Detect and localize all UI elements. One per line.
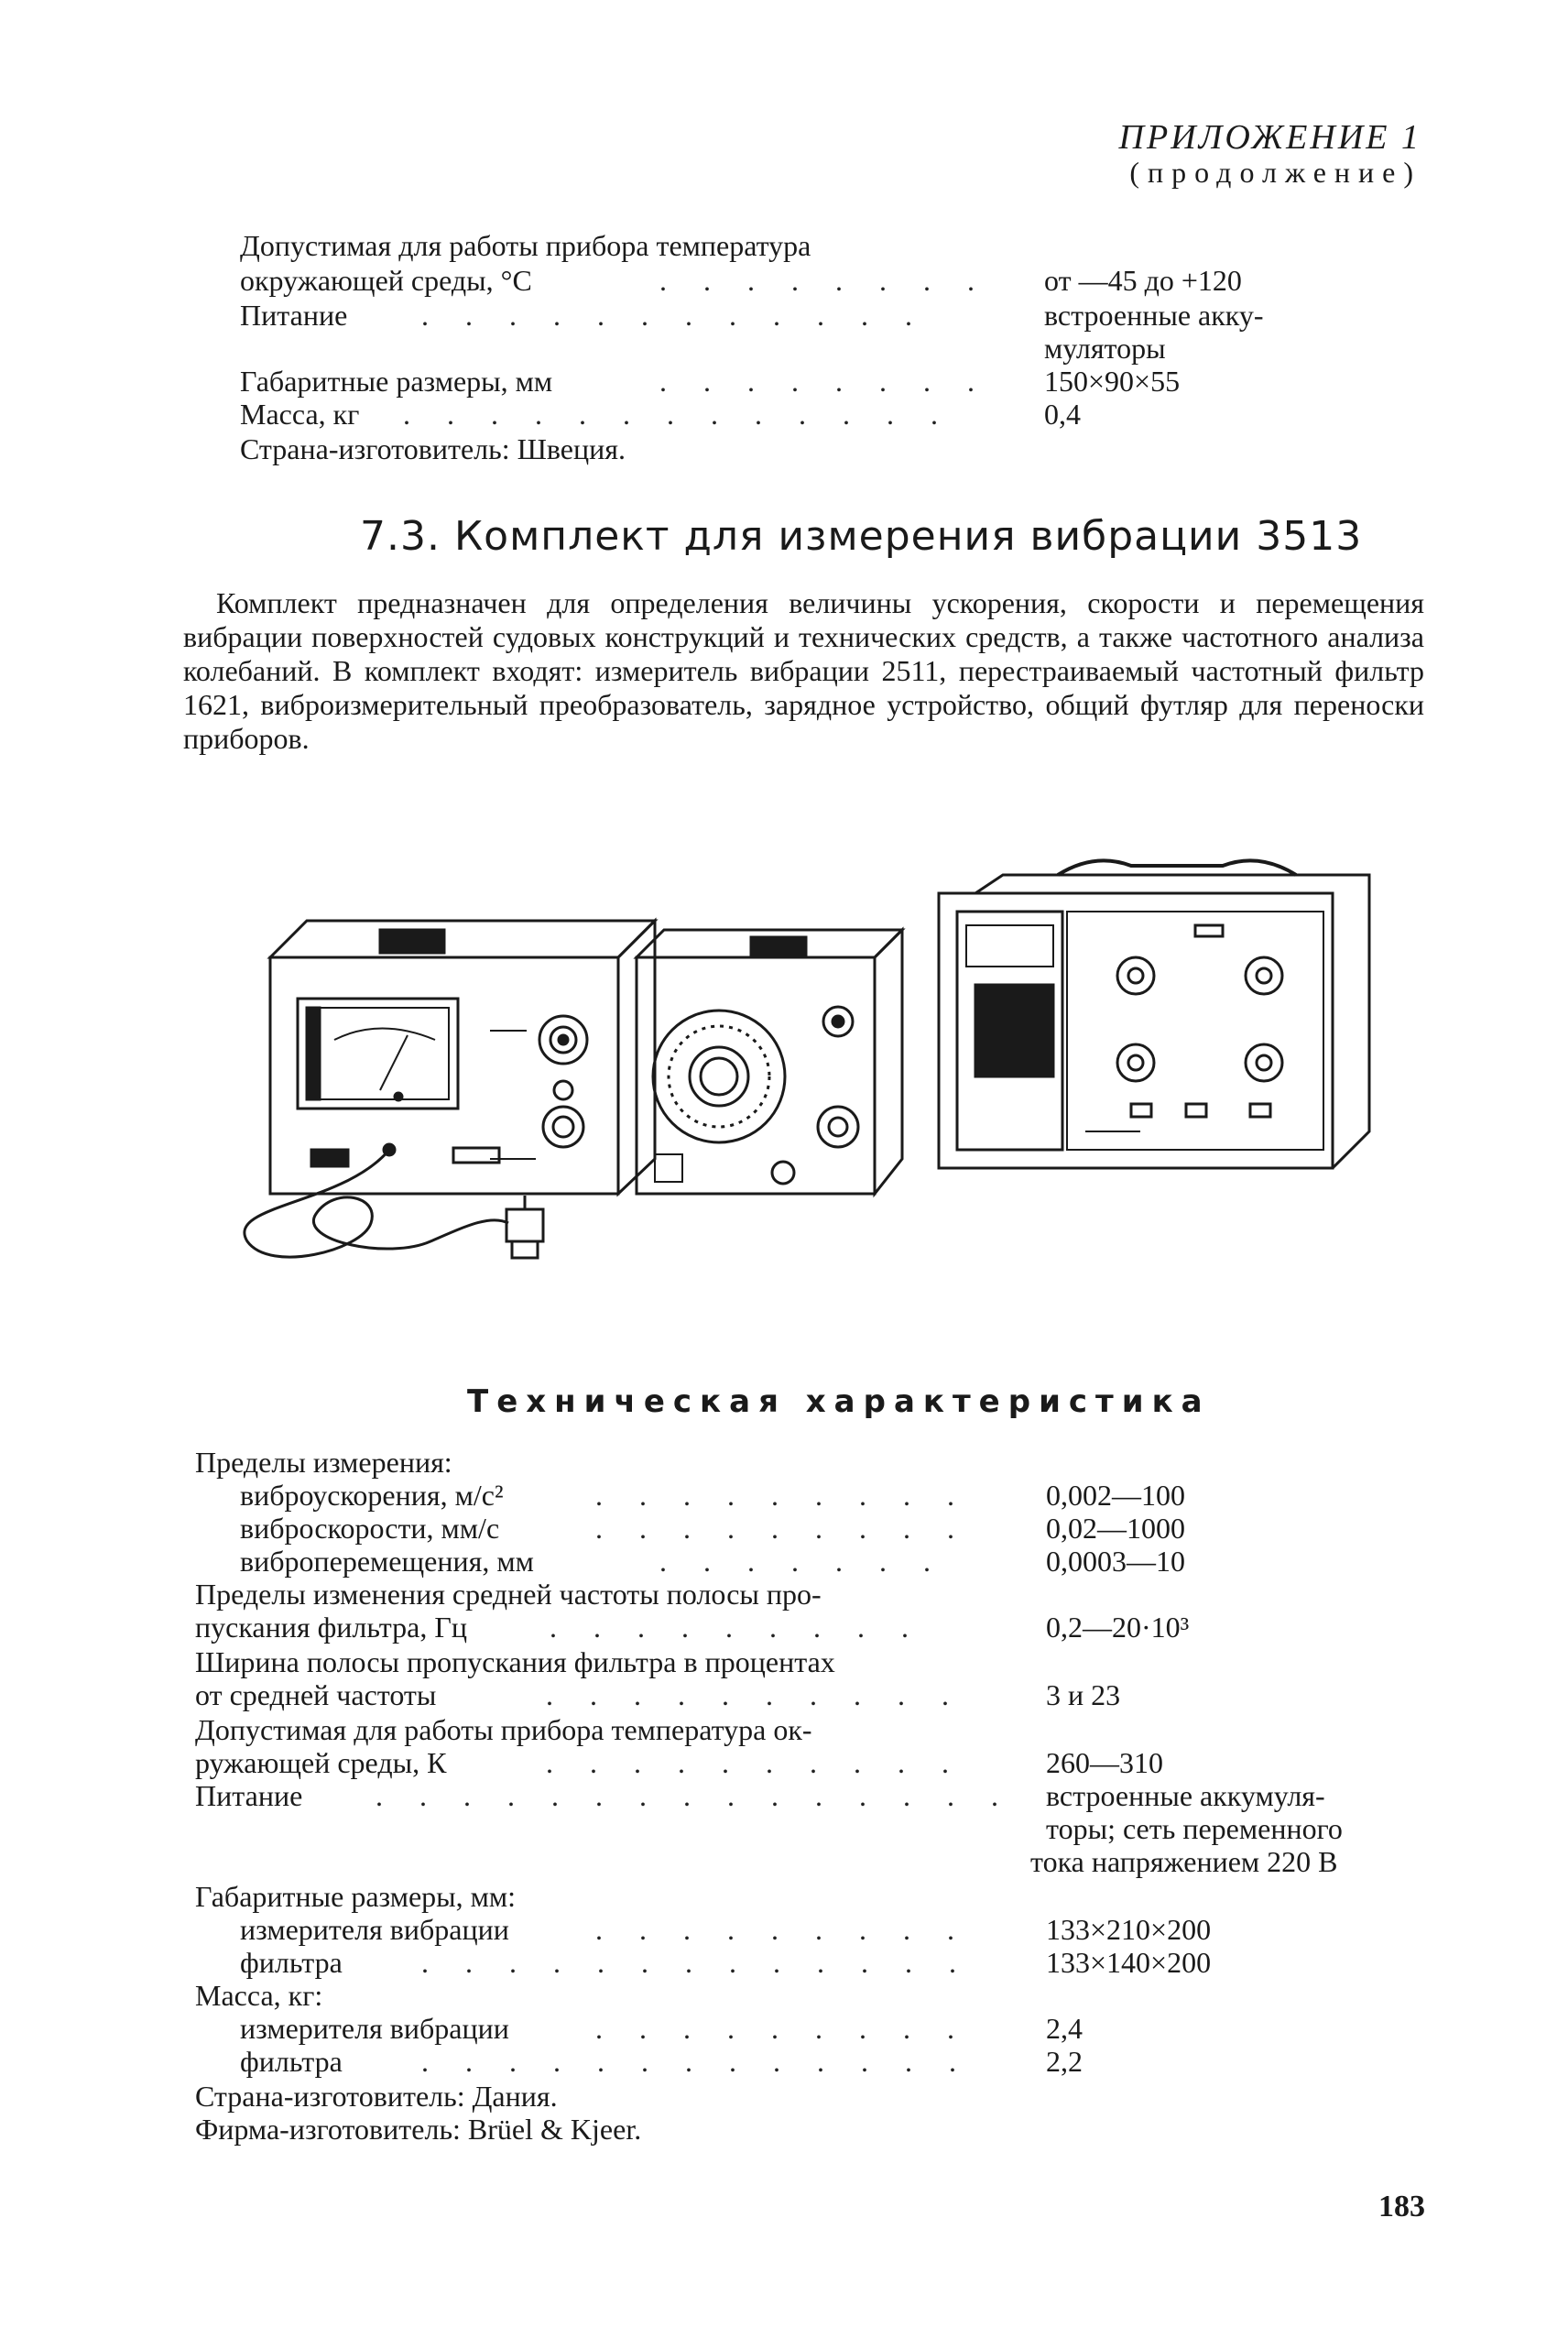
top-temp-line1: Допустимая для работы прибора температура xyxy=(240,229,811,262)
temp-line2: ружающей среды, К xyxy=(195,1746,447,1779)
leader-dots: . . . . . . . . . xyxy=(550,1611,923,1644)
leader-dots: . . . . . . . . . . . . . xyxy=(421,2045,971,2078)
mass-heading: Масса, кг: xyxy=(195,1979,323,2012)
velocity-value: 0,02—1000 xyxy=(1046,1512,1185,1545)
tech-title: Техническая характеристика xyxy=(467,1383,1211,1420)
leader-dots: . . . . . . . xyxy=(659,1545,945,1578)
top-country: Страна-изготовитель: Швеция. xyxy=(240,432,626,465)
bandwidth-line2: от средней частоты xyxy=(195,1678,437,1711)
leader-dots: . . . . . . . . . . . . . xyxy=(421,1946,971,1979)
temp-value: 260—310 xyxy=(1046,1746,1163,1779)
freq-line2: пускания фильтра, Гц xyxy=(195,1611,467,1644)
accel-value: 0,002—100 xyxy=(1046,1479,1185,1512)
leader-dots: . . . . . . . . . xyxy=(595,2012,969,2045)
mass-filter-value: 2,2 xyxy=(1046,2045,1083,2078)
frequency-filter-drawing xyxy=(637,930,902,1194)
power-value-3: тока напряжением 220 В xyxy=(1030,1845,1338,1878)
section-title: 7.3. Комплект для измерения вибрации 3513 xyxy=(360,513,1363,560)
top-power-value-1: встроенные акку- xyxy=(1044,299,1264,332)
leader-dots: . . . . . . . . . xyxy=(595,1479,969,1512)
dims-meter-value: 133×210×200 xyxy=(1046,1913,1212,1946)
firm: Фирма-изготовитель: Brüel & Kjeer. xyxy=(195,2113,642,2146)
leader-dots: . . . . . . . . . . xyxy=(546,1678,964,1711)
country: Страна-изготовитель: Дания. xyxy=(195,2080,558,2113)
dims-filter-label: фильтра xyxy=(240,1946,343,1979)
top-dims-label: Габаритные размеры, мм xyxy=(240,365,553,398)
temp-line1: Допустимая для работы прибора температура ок- xyxy=(195,1713,812,1746)
leader-dots: . . . . . . . . . xyxy=(595,1512,969,1545)
carrying-case-drawing xyxy=(939,860,1369,1168)
top-power-value-2: муляторы xyxy=(1044,332,1166,365)
leader-dots: . . . . . . . . xyxy=(659,365,989,398)
mass-meter-value: 2,4 xyxy=(1046,2012,1083,2045)
top-temp-line2: окружающей среды, °С xyxy=(240,264,532,297)
vibration-meter-drawing xyxy=(270,921,655,1194)
freq-value: 0,2—20·10³ xyxy=(1046,1611,1190,1644)
power-label: Питание xyxy=(195,1779,303,1812)
mass-filter-label: фильтра xyxy=(240,2045,343,2078)
power-value-1: встроенные аккумуля- xyxy=(1046,1779,1325,1812)
leader-dots: . . . . . . . . . . xyxy=(546,1746,964,1779)
top-mass-label: Масса, кг xyxy=(240,398,360,431)
bandwidth-value: 3 и 23 xyxy=(1046,1678,1121,1711)
meas-limits-heading: Пределы измерения: xyxy=(195,1446,452,1479)
leader-dots: . . . . . . . . . . . . xyxy=(421,299,927,332)
freq-line1: Пределы изменения средней частоты полосы про- xyxy=(195,1578,822,1611)
section-paragraph xyxy=(183,586,1424,756)
dims-heading: Габаритные размеры, мм: xyxy=(195,1880,517,1913)
leader-dots: . . . . . . . . xyxy=(659,264,989,297)
equipment-illustration xyxy=(234,857,1378,1296)
dims-filter-value: 133×140×200 xyxy=(1046,1946,1212,1979)
top-dims-value: 150×90×55 xyxy=(1044,365,1181,398)
appendix-continued: (продолжение) xyxy=(1129,156,1421,189)
displacement-label: виброперемещения, мм xyxy=(240,1545,534,1578)
power-value-2: торы; сеть переменного xyxy=(1046,1812,1343,1845)
top-temp-value: от —45 до +120 xyxy=(1044,264,1242,297)
leader-dots: . . . . . . . . . . . . . xyxy=(403,398,953,431)
page-number: 183 xyxy=(1378,2190,1425,2223)
dims-meter-label: измерителя вибрации xyxy=(240,1913,509,1946)
paragraph-text: Комплект предназначен для определения величины ускорения, скорости и перемещения вибрации поверхностей судовых конструкций и технических средств, а также частотного анализа колебаний. В комплект входят: измеритель вибрации 2511, перестраиваемый частотный фильтр 1621, виброизмерительный преобразователь, зарядное устройство, общий футляр для переноски приборов. xyxy=(183,586,1424,755)
leader-dots: . . . . . . . . . xyxy=(595,1913,969,1946)
mass-meter-label: измерителя вибрации xyxy=(240,2012,509,2045)
appendix-title: ПРИЛОЖЕНИЕ 1 xyxy=(1118,118,1421,157)
transducer-cable-drawing xyxy=(245,1150,543,1258)
bandwidth-line1: Ширина полосы пропускания фильтра в процентах xyxy=(195,1645,835,1678)
accel-label: виброускорения, м/с² xyxy=(240,1479,504,1512)
top-power-label: Питание xyxy=(240,299,348,332)
leader-dots: . . . . . . . . . . . . . . . xyxy=(376,1779,1013,1812)
top-mass-value: 0,4 xyxy=(1044,398,1081,431)
velocity-label: виброскорости, мм/с xyxy=(240,1512,500,1545)
displacement-value: 0,0003—10 xyxy=(1046,1545,1185,1578)
